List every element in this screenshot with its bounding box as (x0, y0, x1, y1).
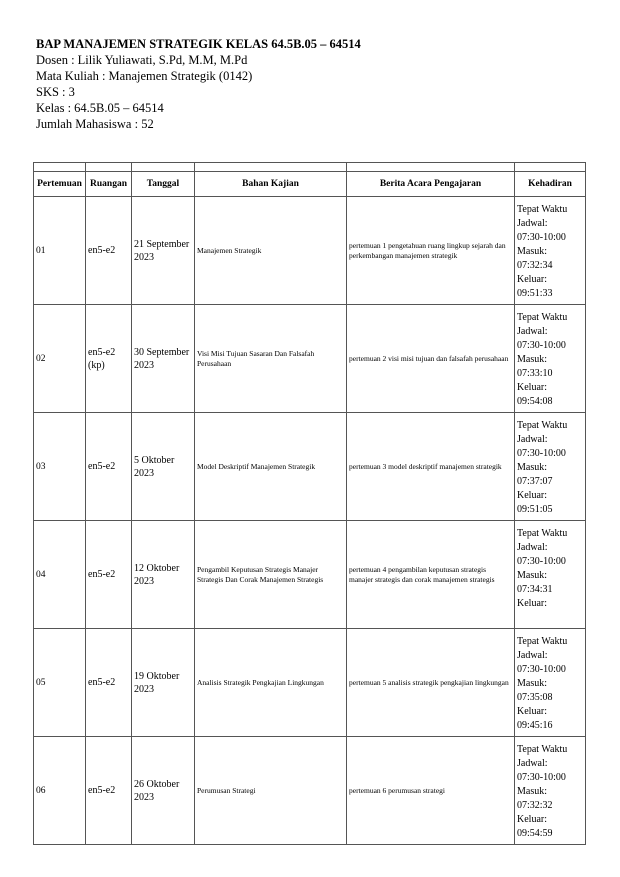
topic-cell: Analisis Strategik Pengkajian Lingkungan (195, 629, 347, 737)
schedule-time: 07:30-10:00 (517, 448, 566, 459)
room-cell: en5-e2 (86, 629, 132, 737)
attendance-cell (515, 305, 586, 413)
schedule-time: 07:30-10:00 (517, 772, 566, 783)
meeting-number: 06 (34, 737, 86, 845)
check-in-time: 07:32:34 (517, 260, 553, 271)
check-in-time: 07:37:07 (517, 476, 553, 487)
column-header-berita-acara: Berita Acara Pengajaran (347, 172, 515, 197)
teaching-report-cell: pertemuan 3 model deskriptif manajemen strategik (347, 413, 515, 521)
attendance-status: Tepat Waktu (517, 420, 568, 431)
document-title: BAP MANAJEMEN STRATEGIK KELAS 64.5B.05 – 64514 (36, 37, 361, 51)
topic-cell: Model Deskriptif Manajemen Strategik (195, 413, 347, 521)
column-header-pertemuan: Pertemuan (34, 172, 86, 197)
date-cell: 30 September 2023 (132, 305, 195, 413)
teaching-report-cell: pertemuan 5 analisis strategik pengkajian lingkungan (347, 629, 515, 737)
check-out-time: 09:54:08 (517, 396, 553, 407)
column-header-tanggal: Tanggal (132, 172, 195, 197)
topic-cell: Pengambil Keputusan Strategis Manajer Strategis Dan Corak Manajemen Strategis (195, 521, 347, 629)
check-in-label: Masuk: (517, 678, 547, 689)
meeting-number: 05 (34, 629, 86, 737)
teaching-report-cell: pertemuan 2 visi misi tujuan dan falsafah perusahaan (347, 305, 515, 413)
check-in-time: 07:32:32 (517, 800, 553, 811)
teaching-report-cell: pertemuan 4 pengambilan keputusan strategis manajer strategis dan corak manajemen strategis (347, 521, 515, 629)
lecturer-line: Dosen : Lilik Yuliawati, S.Pd, M.M, M.Pd (36, 53, 248, 67)
room-cell: en5-e2 (86, 521, 132, 629)
table-row (34, 521, 586, 629)
attendance-status: Tepat Waktu (517, 312, 568, 323)
schedule-label: Jadwal: (517, 542, 548, 553)
schedule-time: 07:30-10:00 (517, 232, 566, 243)
attendance-cell (515, 197, 586, 305)
check-out-label: Keluar: (517, 274, 547, 285)
topic-cell: Perumusan Strategi (195, 737, 347, 845)
date-cell: 19 Oktober 2023 (132, 629, 195, 737)
column-header-bahan-kajian: Bahan Kajian (195, 172, 347, 197)
attendance-cell (515, 413, 586, 521)
attendance-status: Tepat Waktu (517, 528, 568, 539)
schedule-time: 07:30-10:00 (517, 556, 566, 567)
room-cell: en5-e2 (86, 413, 132, 521)
attendance-status: Tepat Waktu (517, 204, 568, 215)
table-header-row (34, 172, 586, 197)
table-row (34, 629, 586, 737)
date-cell: 26 Oktober 2023 (132, 737, 195, 845)
check-in-label: Masuk: (517, 570, 547, 581)
document-header (36, 36, 361, 132)
table-row (34, 305, 586, 413)
room-cell: en5-e2 (86, 197, 132, 305)
schedule-time: 07:30-10:00 (517, 664, 566, 675)
schedule-label: Jadwal: (517, 650, 548, 661)
column-header-ruangan: Ruangan (86, 172, 132, 197)
check-in-label: Masuk: (517, 246, 547, 257)
schedule-label: Jadwal: (517, 434, 548, 445)
class-line: Kelas : 64.5B.05 – 64514 (36, 101, 164, 115)
check-out-label: Keluar: (517, 814, 547, 825)
meeting-number: 02 (34, 305, 86, 413)
topic-cell: Visi Misi Tujuan Sasaran Dan Falsafah Perusahaan (195, 305, 347, 413)
teaching-report-table (33, 162, 586, 845)
schedule-label: Jadwal: (517, 326, 548, 337)
meeting-number: 03 (34, 413, 86, 521)
course-line: Mata Kuliah : Manajemen Strategik (0142) (36, 69, 253, 83)
topic-cell: Manajemen Strategik (195, 197, 347, 305)
table-row (34, 197, 586, 305)
meeting-number: 01 (34, 197, 86, 305)
date-cell: 5 Oktober 2023 (132, 413, 195, 521)
check-out-time: 09:54:59 (517, 828, 553, 839)
column-header-kehadiran: Kehadiran (515, 172, 586, 197)
check-in-label: Masuk: (517, 354, 547, 365)
meeting-number: 04 (34, 521, 86, 629)
attendance-status: Tepat Waktu (517, 636, 568, 647)
credits-line: SKS : 3 (36, 85, 75, 99)
check-out-label: Keluar: (517, 598, 547, 609)
attendance-cell (515, 629, 586, 737)
table-top-spacer (34, 163, 586, 172)
check-in-time: 07:35:08 (517, 692, 553, 703)
attendance-status: Tepat Waktu (517, 744, 568, 755)
check-out-label: Keluar: (517, 706, 547, 717)
schedule-time: 07:30-10:00 (517, 340, 566, 351)
date-cell: 12 Oktober 2023 (132, 521, 195, 629)
teaching-report-cell: pertemuan 6 perumusan strategi (347, 737, 515, 845)
table-row (34, 737, 586, 845)
check-out-time: 09:51:33 (517, 288, 553, 299)
check-in-label: Masuk: (517, 462, 547, 473)
check-out-time: 09:51:05 (517, 504, 553, 515)
check-in-time: 07:33:10 (517, 368, 553, 379)
check-in-label: Masuk: (517, 786, 547, 797)
table-row (34, 413, 586, 521)
student-count-line: Jumlah Mahasiswa : 52 (36, 117, 154, 131)
date-cell: 21 September 2023 (132, 197, 195, 305)
check-out-label: Keluar: (517, 382, 547, 393)
check-in-time: 07:34:31 (517, 584, 553, 595)
room-cell: en5-e2 (kp) (86, 305, 132, 413)
room-cell: en5-e2 (86, 737, 132, 845)
teaching-report-cell: pertemuan 1 pengetahuan ruang lingkup sejarah dan perkembangan manajemen strategik (347, 197, 515, 305)
check-out-label: Keluar: (517, 490, 547, 501)
schedule-label: Jadwal: (517, 218, 548, 229)
check-out-time: 09:45:16 (517, 720, 553, 731)
attendance-cell (515, 521, 586, 629)
schedule-label: Jadwal: (517, 758, 548, 769)
attendance-cell (515, 737, 586, 845)
